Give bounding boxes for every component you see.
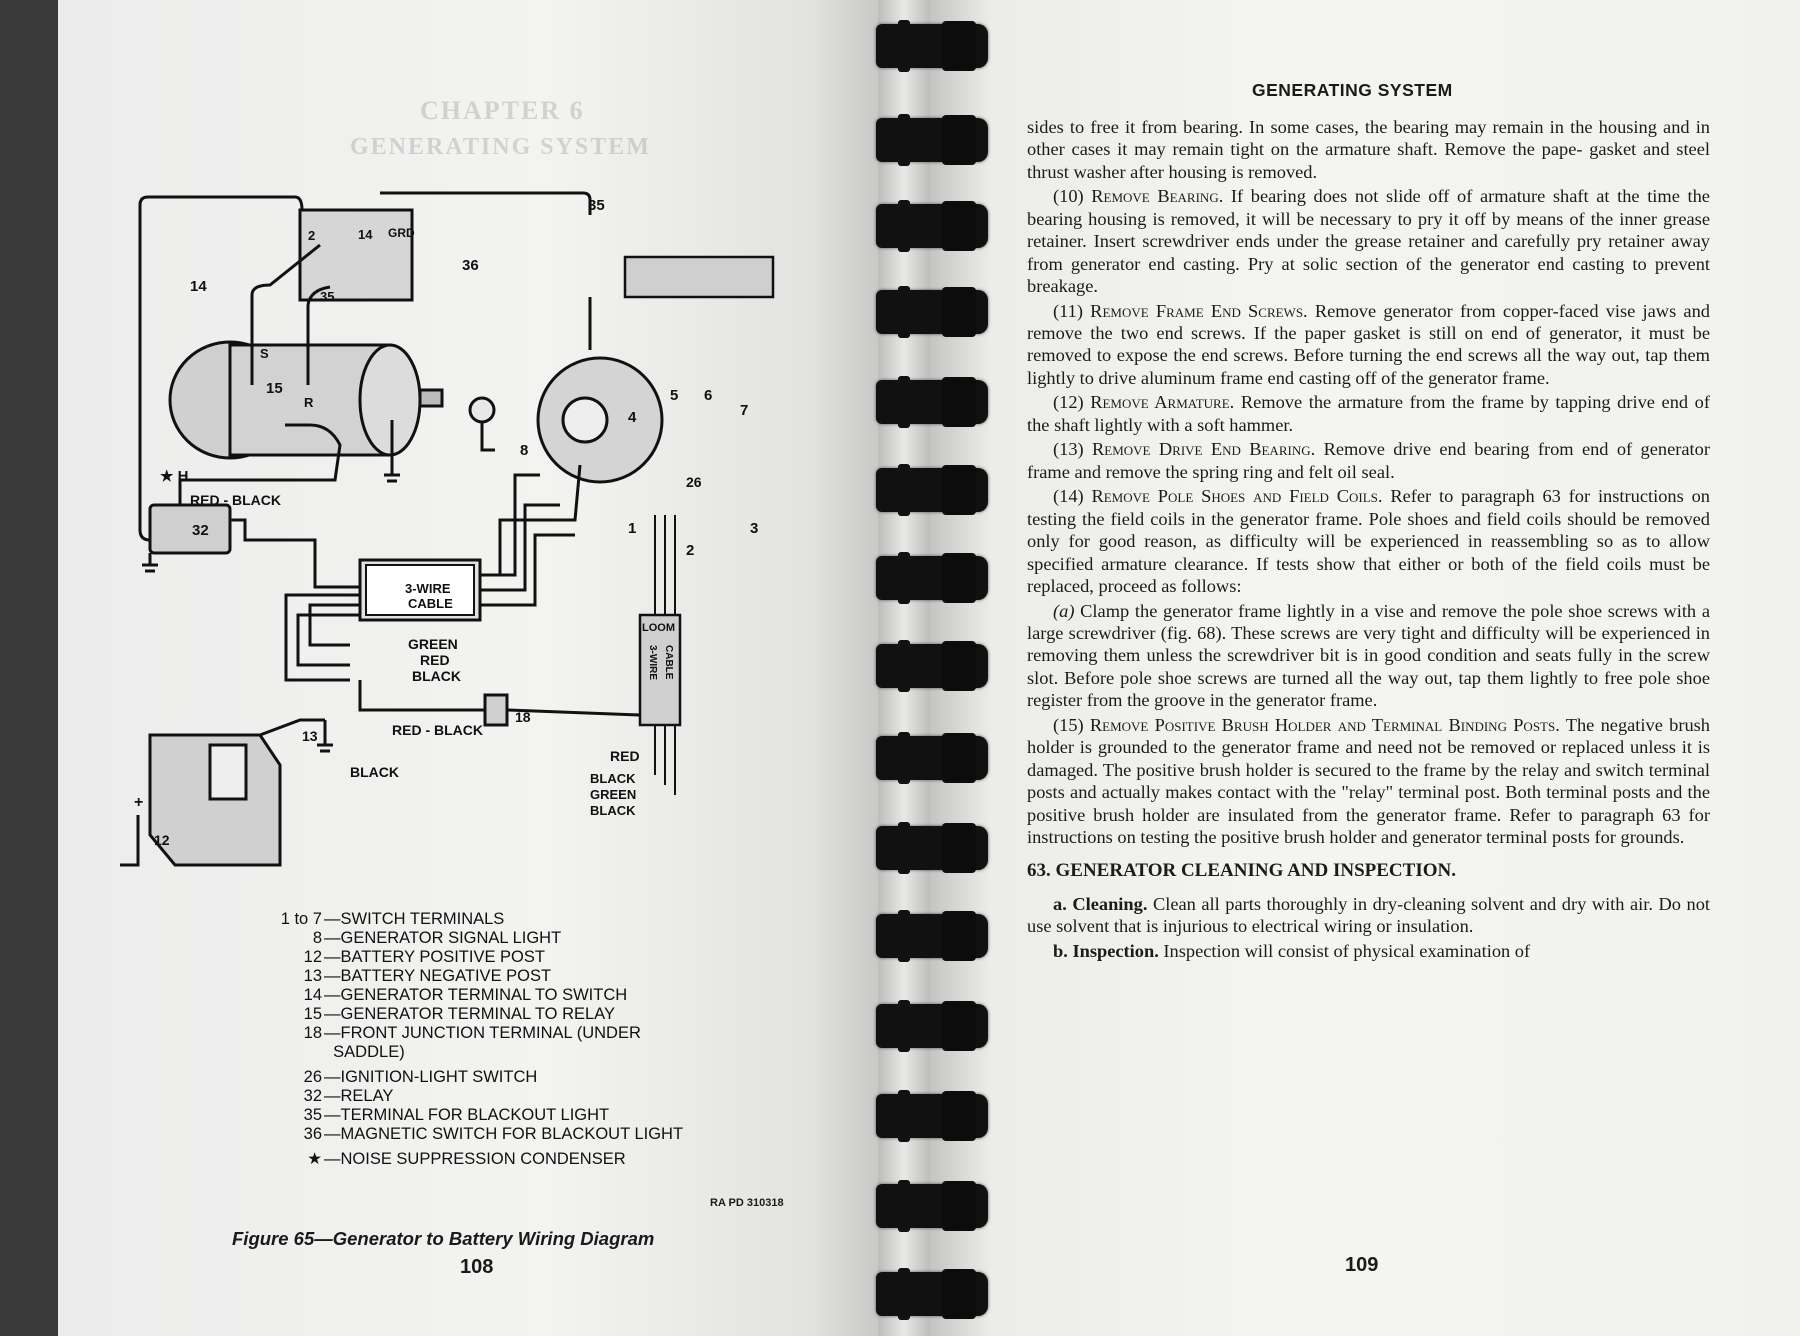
front-junction-terminal [485, 695, 507, 725]
label-3-wire-loom: 3-WIRE [647, 645, 658, 680]
spiral-coil [876, 914, 988, 958]
running-head: GENERATING SYSTEM [1252, 80, 1453, 100]
spiral-coil [876, 1184, 988, 1228]
relay [150, 505, 230, 553]
label-15: 15 [266, 380, 283, 397]
label-12: 12 [154, 832, 170, 848]
legend-row: 26 — IGNITION-LIGHT SWITCH [303, 1068, 538, 1086]
spiral-coil [876, 644, 988, 688]
legend-row: 36 — MAGNETIC SWITCH FOR BLACKOUT LIGHT [303, 1125, 684, 1143]
label-black-3: BLACK [590, 771, 636, 786]
label-red-2: RED [610, 748, 640, 764]
label-cable: CABLE [408, 596, 453, 611]
spiral-coil [876, 24, 988, 68]
paragraph: (15) Remove Positive Brush Holder and Terminal Binding Posts. The negative brush holder is grounded to the generator frame and need not be removed or replaced unless it is damaged. The positive brush holder is secured to the frame by the relay and switch terminal posts and actually makes contact with the "relay" terminal post. Both terminal posts and the positive brush holder are insulated from the generator frame. Refer to paragraph 63 for instructions on testing the positive brush holder and generator terminal posts for grounds. [1027, 714, 1710, 847]
label-6: 6 [704, 387, 713, 404]
legend-row: 14 — GENERATOR TERMINAL TO SWITCH [303, 986, 628, 1004]
label-18: 18 [515, 709, 531, 725]
label-r: R [304, 395, 314, 410]
spiral-coil [876, 556, 988, 600]
label-2: 2 [308, 228, 316, 243]
label-2-switch: 2 [686, 542, 695, 559]
label-3-wire: 3-WIRE [405, 581, 451, 596]
label-red-black: RED - BLACK [190, 492, 281, 508]
legend-row: 12 — BATTERY POSITIVE POST [303, 948, 545, 966]
label-14-generator: 14 [190, 278, 207, 295]
legend-row: 1 to 7 — SWITCH TERMINALS [280, 910, 505, 928]
bleed-through-chapter-title: CHAPTER 6 [420, 96, 585, 125]
legend-row: 8 — GENERATOR SIGNAL LIGHT [312, 929, 562, 947]
spiral-coil [876, 118, 988, 162]
label-black-2: BLACK [350, 764, 399, 780]
label-green-2: GREEN [590, 787, 637, 802]
label-plus: + [134, 794, 144, 811]
paragraph: b. Inspection. Inspection will consist of physical examination of [1053, 940, 1531, 961]
spiral-coil [876, 380, 988, 424]
label-32: 32 [192, 522, 209, 539]
label-36: 36 [462, 257, 479, 274]
spiral-coil [876, 290, 988, 334]
label-h: ★ H [160, 468, 189, 485]
paragraph: (14) Remove Pole Shoes and Field Coils. Refer to paragraph 63 for instructions on testing the field coils in the generator frame. Pole shoes and field coils should be removed only for good reason, as difficulty will be experienced in reassembling so as to allow specified armature clearance. If tests show that either or both of the field coils must be replaced, proceed as follows: [1027, 486, 1710, 597]
label-5: 5 [670, 387, 679, 404]
label-35-switch: 35 [320, 289, 335, 304]
paragraph: (10) Remove Bearing. If bearing does not slide off of armature shaft at the time the bearing housing is removed, it will be necessary to pry it off by means of the inner grease retainer. Insert screwdriver ends under the grease retainer and carefully pry retainer away from generator end casting. Pry at solic section of the generator end casting to prevent breakage. [1027, 186, 1710, 297]
paragraph: (12) Remove Armature. Remove the armature from the frame by tapping drive end of the shaft lightly with a soft hammer. [1027, 392, 1710, 435]
label-3: 3 [750, 520, 759, 537]
wiring-diagram [120, 175, 800, 895]
ra-code: RA PD 310318 [710, 1197, 784, 1209]
magnetic-switch [300, 210, 412, 300]
diagram-legend [270, 910, 720, 1169]
paragraph: (a) Clamp the generator frame lightly in a vise and remove the pole shoe screws with a large screwdriver (fig. 68). These screws are very tight and difficulty will be experienced in removing them unless the screwdriver bit is in good condition and seats fully in the screw slot. Before pole shoe screws are turned all the way out, tap them lightly to free pole shoe register from the groove in the generator frame. [1027, 600, 1710, 711]
label-grd: GRD [388, 226, 415, 240]
label-red-black-2: RED - BLACK [392, 722, 483, 738]
body-text [1027, 116, 1710, 964]
legend-row: 35 — TERMINAL FOR BLACKOUT LIGHT [303, 1106, 610, 1124]
label-s: S [260, 346, 269, 361]
generator-signal-light [470, 398, 494, 422]
legend-row: 13 — BATTERY NEGATIVE POST [303, 967, 552, 985]
junction-block [625, 257, 773, 297]
spiral-coil [876, 1272, 988, 1316]
paragraph: (11) Remove Frame End Screws. Remove generator from copper-faced vise jaws and remove the two end screws. If the paper gasket is still on end of generator, it must be removed to expose the end screws. Before turning the end screws all the way out, tap them lightly to drive aluminum frame end casting off of the generator frame. [1027, 300, 1710, 388]
legend-row: 15 — GENERATOR TERMINAL TO RELAY [303, 1005, 615, 1023]
section-heading: 63. GENERATOR CLEANING AND INSPECTION. [1027, 860, 1456, 882]
paragraph: sides to free it from bearing. In some cases, the bearing may remain in the housing and in other cases it may remain tight on the armature shaft. Remove the pape- gasket and steel thrust washer after housing is removed. [1027, 117, 1710, 182]
label-14: 14 [358, 227, 373, 242]
label-green: GREEN [408, 636, 458, 652]
label-black-4: BLACK [590, 803, 636, 818]
label-8: 8 [520, 442, 529, 459]
label-7: 7 [740, 402, 749, 419]
page-number-left: 108 [460, 1256, 494, 1278]
label-35: 35 [588, 197, 605, 214]
label-cable-loom: CABLE [663, 645, 674, 680]
label-black: BLACK [412, 668, 461, 684]
spiral-coil [876, 1004, 988, 1048]
legend-row: SADDLE) [333, 1043, 405, 1061]
paragraph: a. Cleaning. Clean all parts thoroughly in dry-cleaning solvent and dry with air. Do not use solvent that is injurious to electrical wiring or insulation. [1027, 893, 1710, 937]
spiral-coil [876, 1094, 988, 1138]
label-1: 1 [628, 520, 637, 537]
figure-caption: Figure 65—Generator to Battery Wiring Diagram [232, 1228, 655, 1249]
label-13: 13 [302, 728, 318, 744]
legend-row: ★ — NOISE SUPPRESSION CONDENSER [307, 1150, 626, 1168]
label-4: 4 [628, 409, 637, 426]
spiral-coil [876, 826, 988, 870]
label-loom: LOOM [642, 622, 675, 634]
label-26: 26 [686, 474, 702, 490]
label-red: RED [420, 652, 450, 668]
page-number-right: 109 [1345, 1254, 1379, 1276]
spiral-coil [876, 736, 988, 780]
paragraph: (13) Remove Drive End Bearing. Remove drive end bearing from end of generator frame and remove the spring ring and felt oil seal. [1027, 439, 1710, 482]
spiral-coil [876, 204, 988, 248]
legend-row: 32 — RELAY [303, 1087, 394, 1105]
bleed-through-chapter-subtitle: GENERATING SYSTEM [350, 134, 651, 160]
spiral-coil [876, 468, 988, 512]
legend-row: 18 — FRONT JUNCTION TERMINAL (UNDER [303, 1024, 641, 1042]
